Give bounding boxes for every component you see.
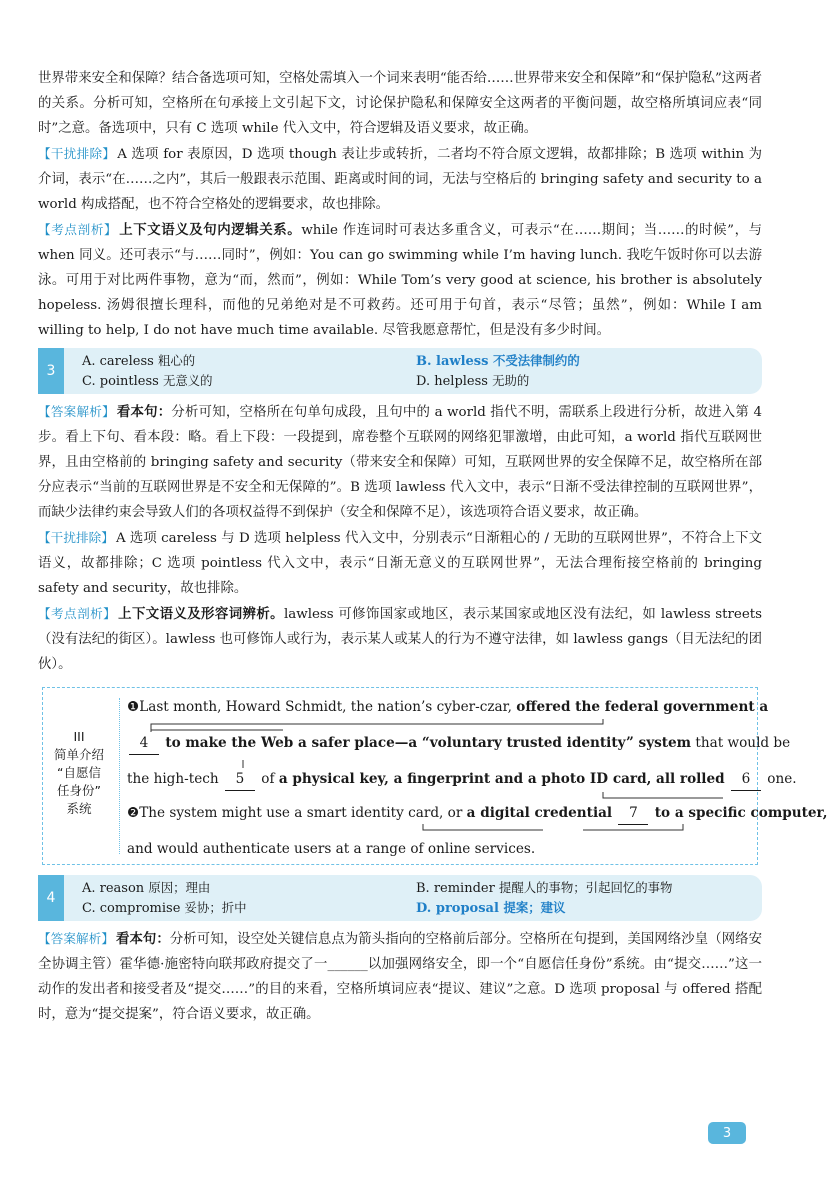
sentence-2-marker: ❷ (127, 805, 140, 821)
paragraph-q2-analysis-end: 世界带来安全和保障？结合备选项可知，空格处需填入一个词来表明“能否给……世界带来安全和保障”和“保护隐私”这两者的关系。分析可知，空格所在句承接上文引起下文，讨论保护隐私和保障安全这两者的平衡问题，故空格所填词应表“同时”之意。备选项中，只有 C 选项 while 代入文中，符合逻辑及语义要求，故正确。 (38, 71, 762, 136)
q2-point-analysis: 【考点剖析】 上下文语义及句内逻辑关系。while 作连词时可表达多重含义，可表示“在……期间；当……的时候”，与 when 同义。还可表示“与……同时”，例如：You can go swimming while I’m having lunch. 我吃午饭时你可以去游泳。可用于对比两件事物，意为“而，然而”，例如：While Tom’s very good at science, his brother is absolutely hopeless. 汤姆很擅长理科，而他的兄弟绝对是不可救药。还可用于句首，表示“尽管；虽然”，例如：While I am willing to help, I do not have much time available. 尽管我愿意帮忙，但是没有多少时间。 (38, 222, 763, 338)
arrow-blank6-link (603, 792, 723, 798)
sentence-line-3: the high-tech 5 of a physical key, a fingerprint and a photo ID card, all rolled 6 one. (127, 768, 747, 791)
interference-tag: 【干扰排除】 (38, 530, 114, 545)
q3-option-b-correct: B. lawless 不受法律制约的 (416, 353, 580, 369)
section-side-label: III 简单介绍 “自愿信 任身份” 系统 (53, 729, 104, 816)
answer-tag: 【答案解析】 (38, 404, 115, 419)
sentence-line-4: ❷The system might use a smart identity card, or a digital credential 7 to a specific computer, (127, 802, 747, 825)
sentence-1-marker: ❶ (127, 699, 140, 715)
q3-options-box (38, 348, 762, 394)
q3-answer-analysis: 【答案解析】 看本句：分析可知，空格所在句单句成段，且句中的 a world 指代不明，需联系上段进行分析，故进入第 4 步。看上下句、看本段：略。看上下段：一段提到，席卷整个互联网的网络犯罪激增，由此可知，a world 指代互联网世界，且由空格前的 bringing safety and security（带来安全和保障）可知，互联网世界的安全保障不足，故空格所在部分应表示“当前的互联网世界是不安全和无保障的”。B 选项 lawless 代入文中，表示“日渐不受法律控制的互联网世界”，而缺少法律约束会导致人们的各项权益得不到保护（安全和保障不足），该选项符合语义要求，故正确。 (38, 404, 763, 520)
q4-answer-analysis: 【答案解析】 看本句：分析可知，设空处关键信息点为箭头指向的空格前后部分。空格所在句提到，美国网络沙皇（网络安全协调主管）霍华德·施密特向联邦政府提交了一______以加强网络安全，即一个“自愿信任身份”系统。由“提交……”这一动作的发出者和接受者及“提交……”的目的来看，空格所填词应表“提议、建议”之意。D 选项 proposal 与 offered 搭配时，意为“提交提案”，符合语义要求，故正确。 (38, 931, 763, 1022)
q2-interference: 【干扰排除】 A 选项 for 表原因，D 选项 though 表让步或转折，二者均不符合原文逻辑，故都排除；B 选项 within 为介词，表示“在……之内”，其后一般跟表示范围、距离或时间的词，无法与空格后的 bringing safety and security to a world 构成搭配，也不符合空格处的逻辑要求，故也排除。 (38, 146, 763, 212)
blank-7: 7 (618, 802, 648, 825)
q3-option-a: A. careless 粗心的 (82, 353, 196, 369)
q4-option-d-correct: D. proposal 提案；建议 (416, 900, 566, 916)
q3-interference: 【干扰排除】 A 选项 careless 与 D 选项 helpless 代入文中，分别表示“日渐粗心的 / 无助的互联网世界”，不符合上下文语义，故都排除；C 选项 pointless 代入文中，表示“日渐无意义的互联网世界”，无法合理衔接空格前的 bringing safety and security，故也排除。 (38, 530, 762, 596)
sentence-line-2: 4 to make the Web a safer place—a “voluntary trusted identity” system that would be (127, 732, 747, 755)
arrow-offered-to-blank4 (151, 719, 603, 732)
section-iii-sentence-box (42, 687, 827, 865)
q3-point-analysis: 【考点剖析】 上下文语义及形容词辨析。lawless 可修饰国家或地区，表示某国家或地区没有法纪，如 lawless streets（没有法纪的街区）。lawless 也可修饰人或行为，表示某人或某人的行为不遵守法律，如 lawless gangs（目无法纪的团伙）。 (38, 606, 763, 672)
q4-option-c: C. compromise 妥协；折中 (82, 900, 247, 916)
blank-6: 6 (731, 768, 761, 791)
q4-option-a: A. reason 原因；理由 (82, 880, 211, 896)
blank-5: 5 (225, 768, 255, 791)
blank-4: 4 (129, 732, 159, 755)
q3-option-c: C. pointless 无意义的 (82, 373, 213, 389)
interference-tag: 【干扰排除】 (38, 146, 116, 161)
sentence-line-5: and would authenticate users at a range of online services. (127, 841, 536, 857)
q4-number: 4 (38, 875, 64, 921)
q4-options-box (38, 875, 762, 921)
q3-option-d: D. helpless 无助的 (416, 373, 530, 389)
sentence-line-1: ❶Last month, Howard Schmidt, the nation’s cyber-czar, offered the federal government a (127, 699, 769, 715)
answer-tag: 【答案解析】 (38, 931, 114, 946)
page-number-badge: 3 (708, 1122, 746, 1144)
divider (119, 698, 120, 854)
page-content (38, 66, 827, 1027)
point-tag: 【考点剖析】 (38, 606, 117, 621)
q3-number: 3 (38, 348, 64, 394)
q4-option-b: B. reminder 提醒人的事物；引起回忆的事物 (416, 880, 673, 896)
point-tag: 【考点剖析】 (38, 222, 118, 237)
